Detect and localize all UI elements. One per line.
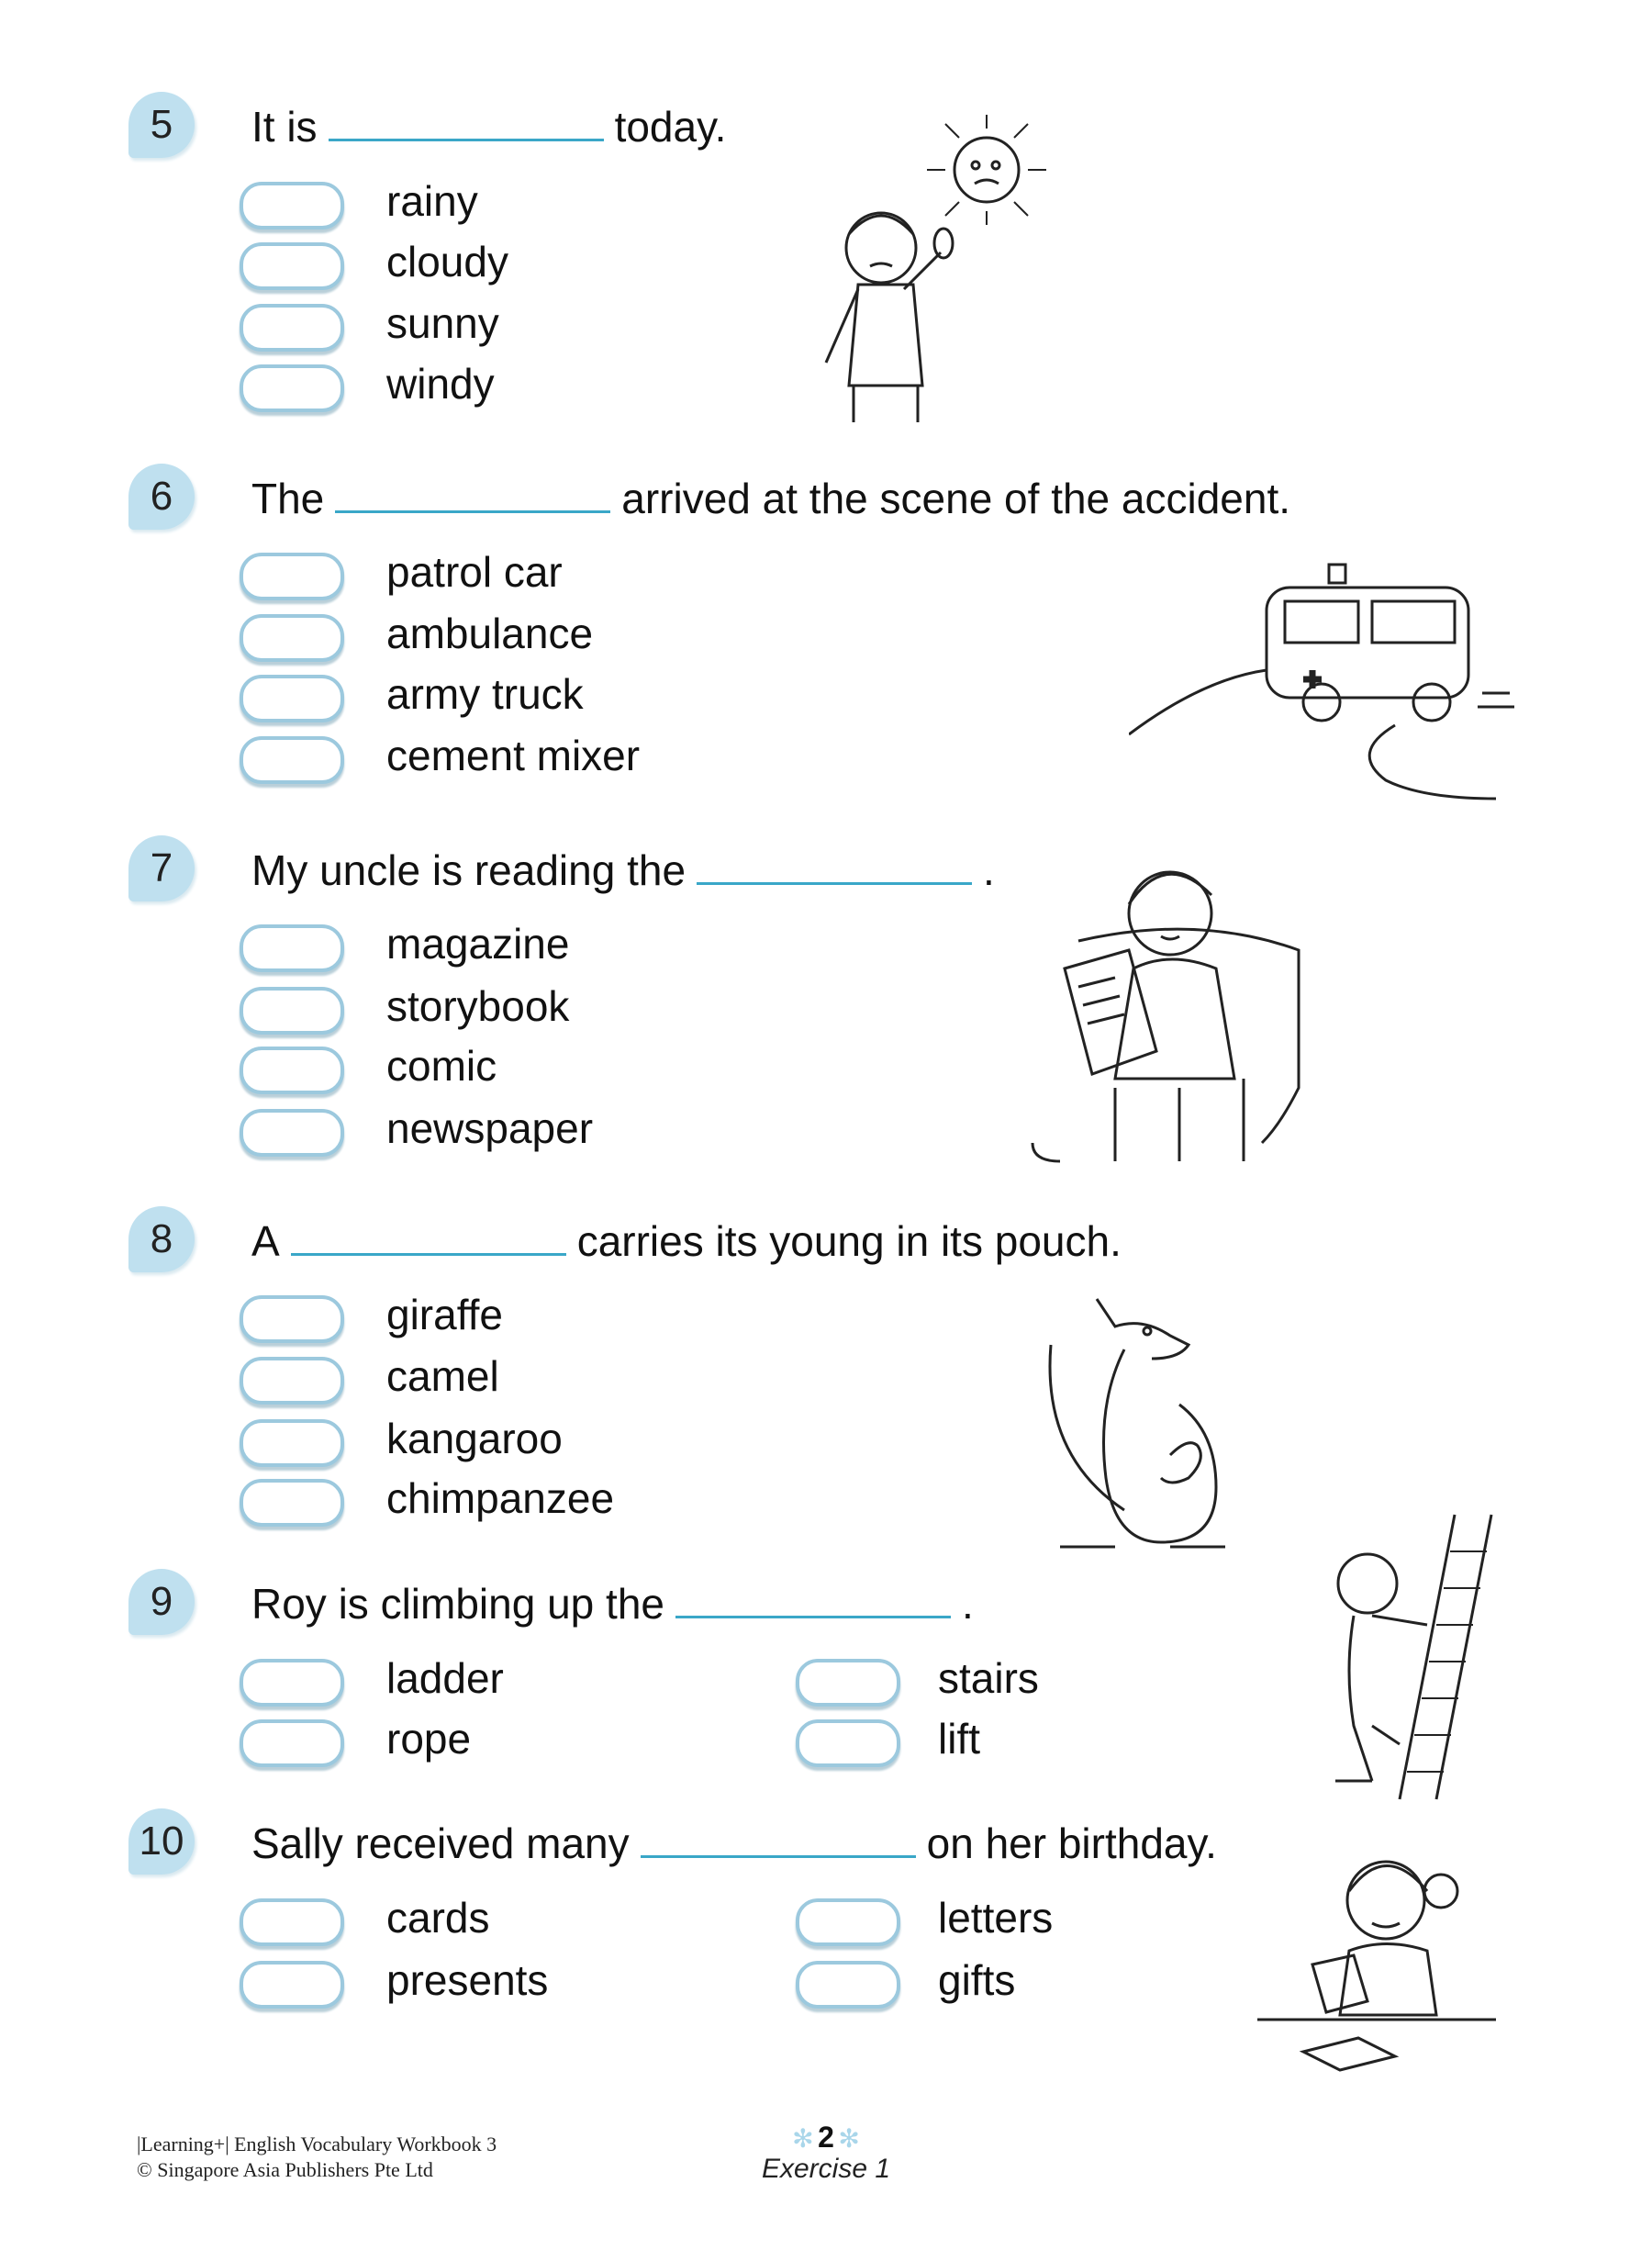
answer-blank[interactable]: [335, 474, 610, 513]
answer-checkbox[interactable]: [240, 1659, 344, 1707]
text-after: today.: [614, 103, 727, 151]
option-label: giraffe: [386, 1291, 504, 1338]
option-label: cloudy: [386, 238, 508, 285]
text-before: A: [251, 1217, 280, 1265]
question-text: [251, 843, 995, 898]
text-after: carries its young in its pouch.: [576, 1217, 1122, 1265]
answer-checkbox[interactable]: [240, 987, 344, 1035]
option-label: rainy: [386, 177, 478, 225]
page-number: [734, 2121, 918, 2155]
answer-checkbox[interactable]: [240, 182, 344, 229]
answer-checkbox[interactable]: [240, 242, 344, 290]
answer-checkbox[interactable]: [240, 1047, 344, 1094]
option-label: cement mixer: [386, 732, 641, 779]
answer-checkbox[interactable]: [240, 1719, 344, 1767]
text-after: .: [983, 846, 995, 894]
option-label: newspaper: [386, 1104, 594, 1152]
answer-blank[interactable]: [641, 1819, 916, 1858]
answer-checkbox[interactable]: [240, 614, 344, 662]
answer-checkbox[interactable]: [240, 1357, 344, 1405]
option-label: chimpanzee: [386, 1474, 615, 1522]
option-label: kangaroo: [386, 1415, 563, 1462]
option-label: letters: [938, 1894, 1054, 1942]
answer-checkbox[interactable]: [240, 1419, 344, 1467]
answer-checkbox[interactable]: [240, 1961, 344, 2009]
copyright: © Singapore Asia Publishers Pte Ltd: [137, 2158, 433, 2181]
boy-climbing-ladder-illustration: [1317, 1506, 1510, 1808]
option-label: magazine: [386, 920, 570, 968]
question-text: [251, 1214, 1122, 1269]
answer-checkbox[interactable]: [796, 1898, 900, 1946]
answer-checkbox[interactable]: [240, 924, 344, 972]
man-reading-newspaper-illustration: [1023, 849, 1317, 1180]
question-number: 9: [128, 1569, 195, 1635]
text-before: The: [251, 475, 325, 522]
text-after: on her birthday.: [926, 1819, 1217, 1867]
option-label: camel: [386, 1352, 499, 1400]
answer-checkbox[interactable]: [240, 1109, 344, 1157]
girl-reading-card-illustration: [1257, 1836, 1505, 2084]
answer-checkbox[interactable]: [240, 1295, 344, 1343]
answer-checkbox[interactable]: [240, 1479, 344, 1527]
text-before: Roy is climbing up the: [251, 1580, 664, 1628]
option-label: presents: [386, 1956, 549, 2004]
option-label: sunny: [386, 299, 499, 347]
question-number: 6: [128, 464, 195, 530]
question-text: [251, 1816, 1217, 1871]
answer-checkbox[interactable]: [796, 1961, 900, 2009]
answer-checkbox[interactable]: [240, 736, 344, 784]
option-label: comic: [386, 1042, 497, 1090]
workbook-title: |Learning+| English Vocabulary Workbook 3: [137, 2132, 497, 2155]
question-text: [251, 99, 726, 154]
page-number-text: 2: [818, 2121, 834, 2154]
option-label: rope: [386, 1715, 472, 1763]
text-before: My uncle is reading the: [251, 846, 686, 894]
hot-child-sun-illustration: [817, 106, 1065, 427]
ambulance-illustration: [1129, 542, 1524, 808]
answer-checkbox[interactable]: [240, 675, 344, 722]
answer-checkbox[interactable]: [796, 1659, 900, 1707]
option-label: army truck: [386, 670, 584, 718]
answer-blank[interactable]: [675, 1579, 951, 1618]
footer-credits: [137, 2132, 497, 2183]
option-label: stairs: [938, 1654, 1039, 1702]
text-after: arrived at the scene of the accident.: [621, 475, 1291, 522]
answer-checkbox[interactable]: [240, 364, 344, 412]
question-text: [251, 1576, 974, 1631]
answer-checkbox[interactable]: [240, 1898, 344, 1946]
question-number: 7: [128, 835, 195, 901]
exercise-label: Exercise 1: [761, 2154, 891, 2184]
kangaroo-illustration: [1032, 1281, 1271, 1565]
answer-checkbox[interactable]: [240, 304, 344, 352]
question-text: [251, 471, 1290, 526]
answer-blank[interactable]: [697, 845, 972, 885]
option-label: patrol car: [386, 548, 563, 596]
question-number: 10: [128, 1808, 195, 1875]
question-number: 8: [128, 1206, 195, 1272]
answer-blank[interactable]: [291, 1216, 566, 1256]
text-before: It is: [251, 103, 318, 151]
option-label: windy: [386, 360, 495, 408]
answer-checkbox[interactable]: [240, 553, 344, 600]
question-number: 5: [128, 92, 195, 158]
answer-checkbox[interactable]: [796, 1719, 900, 1767]
option-label: ambulance: [386, 610, 594, 657]
option-label: lift: [938, 1715, 980, 1763]
snowflake-icon: ✻: [838, 2124, 860, 2153]
option-label: cards: [386, 1894, 490, 1942]
option-label: ladder: [386, 1654, 504, 1702]
text-after: .: [961, 1580, 974, 1628]
option-label: storybook: [386, 982, 570, 1030]
answer-blank[interactable]: [329, 102, 604, 141]
option-label: gifts: [938, 1956, 1016, 2004]
snowflake-icon: ✻: [792, 2124, 814, 2153]
text-before: Sally received many: [251, 1819, 630, 1867]
